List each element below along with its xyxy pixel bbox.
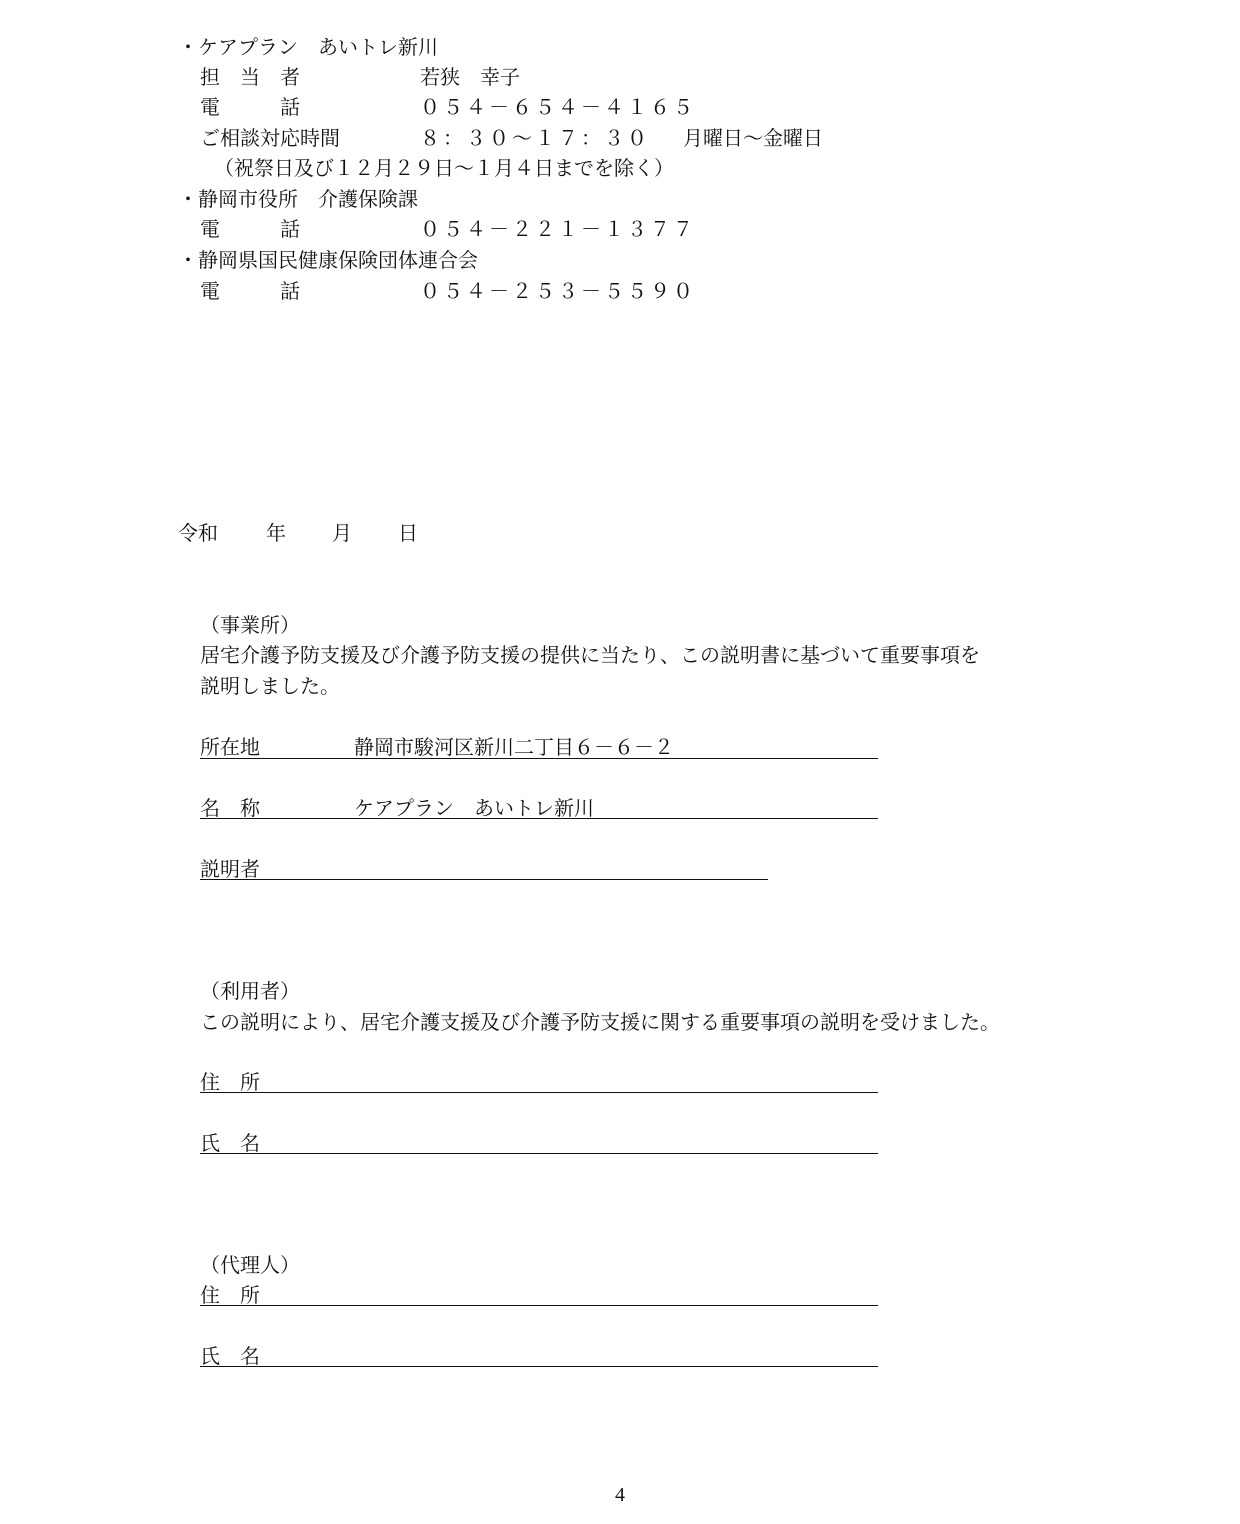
page-number: 4	[615, 1484, 625, 1506]
federation-phone-value: ０５４－２５３－５５９０	[420, 279, 696, 303]
federation-phone-label: 電 話	[200, 279, 300, 303]
agent-name-line[interactable]	[200, 1366, 878, 1367]
explainer-signature-line[interactable]	[200, 879, 768, 880]
office-address-value: 静岡市駿河区新川二丁目６－６－２	[354, 735, 674, 759]
user-address-line[interactable]	[200, 1092, 878, 1093]
careplan-staff-label: 担 当 者	[200, 65, 300, 89]
office-name-label: 名 称	[200, 796, 260, 820]
date-day: 日	[398, 521, 418, 545]
careplan-days-value: 月曜日～金曜日	[683, 126, 823, 150]
user-name-line[interactable]	[200, 1153, 878, 1154]
careplan-phone-label: 電 話	[200, 95, 300, 119]
office-name-underline	[200, 818, 878, 819]
careplan-hours-label: ご相談対応時間	[200, 126, 340, 150]
office-statement-line1: 居宅介護予防支援及び介護予防支援の提供に当たり、この説明書に基づいて重要事項を	[200, 643, 980, 667]
date-era: 令和	[178, 521, 218, 545]
office-address-underline	[200, 758, 878, 759]
agent-name-label: 氏 名	[200, 1344, 260, 1368]
user-statement: この説明により、居宅介護支援及び介護予防支援に関する重要事項の説明を受けました。	[200, 1010, 1000, 1034]
office-heading: （事業所）	[200, 613, 300, 637]
federation-name: ・静岡県国民健康保険団体連合会	[178, 248, 478, 272]
office-address-label: 所在地	[200, 735, 260, 759]
office-statement-line2: 説明しました。	[200, 674, 340, 698]
agent-heading: （代理人）	[200, 1253, 300, 1277]
date-month: 月	[332, 521, 352, 545]
careplan-hours-value: ８：３０～１７：３０	[420, 126, 650, 150]
careplan-exclusion-note: （祝祭日及び１２月２９日～１月４日までを除く）	[214, 156, 674, 180]
careplan-phone-value: ０５４－６５４－４１６５	[420, 95, 696, 119]
explainer-label: 説明者	[200, 857, 260, 881]
user-heading: （利用者）	[200, 979, 300, 1003]
careplan-name: ・ケアプラン あいトレ新川	[178, 35, 438, 59]
city-office-name: ・静岡市役所 介護保険課	[178, 187, 418, 211]
city-phone-value: ０５４－２２１－１３７７	[420, 217, 696, 241]
user-address-label: 住 所	[200, 1070, 260, 1094]
careplan-staff-value: 若狭 幸子	[420, 65, 520, 89]
city-phone-label: 電 話	[200, 217, 300, 241]
user-name-label: 氏 名	[200, 1131, 260, 1155]
date-year: 年	[266, 521, 286, 545]
agent-address-line[interactable]	[200, 1305, 878, 1306]
agent-address-label: 住 所	[200, 1283, 260, 1307]
office-name-value: ケアプラン あいトレ新川	[354, 796, 594, 820]
